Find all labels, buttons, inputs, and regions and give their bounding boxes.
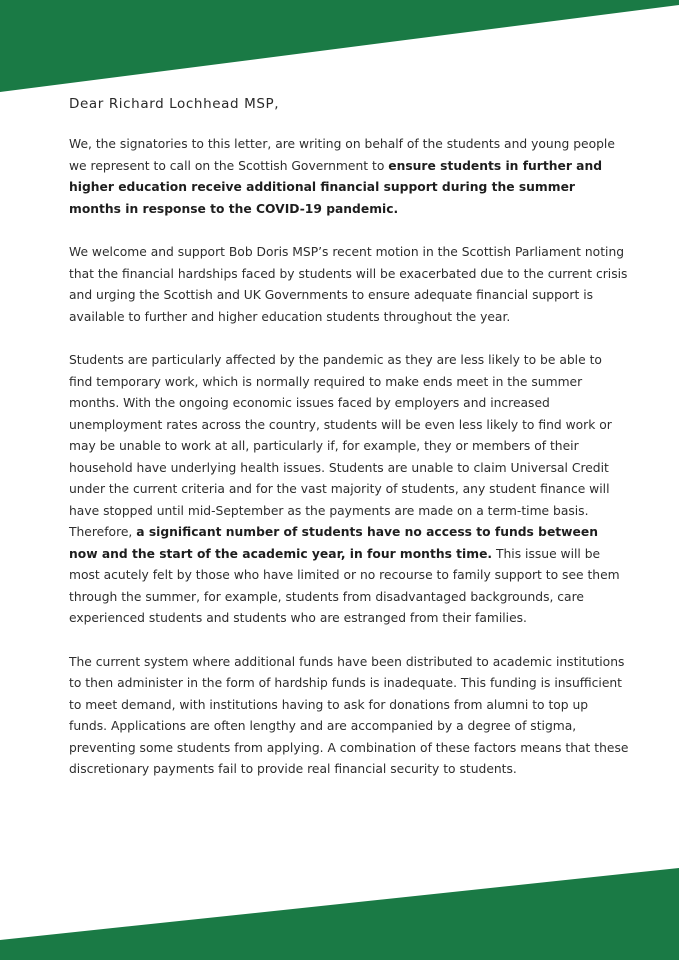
paragraph-text: Students are particularly affected by the pandemic as they are less likely to be able to find temporary work, which is normally required to make ends meet in the summer months. With the ongoing economic issues faced by employers and increased unemployment rates across the country, students will be even less likely to find work or may be unable to work at all, particularly if, for example, they or members of their household have underlying health issues. Students are unable to claim Universal Credit under the current criteria and for the vast majority of students, any student finance will have stopped until mid-September as the payments are made on a term-time basis. Therefore,	[69, 353, 612, 539]
paragraph-1	[69, 134, 629, 220]
paragraph-text: This issue will be most acutely felt by those who have limited or no recourse to family support to see them through the summer, for example, students from disadvantaged backgrounds, care experienced students and students who are estranged from their families.	[69, 546, 620, 625]
paragraph-4	[69, 652, 629, 781]
paragraph-3	[69, 350, 629, 630]
letter-body	[69, 94, 629, 803]
paragraph-emphasis: a significant number of students have no access to funds between now and the start of the academic year, in four months time.	[69, 525, 598, 561]
paragraph-2	[69, 242, 629, 328]
bottom-green-band	[0, 868, 679, 960]
paragraph-emphasis: ensure students in further and higher education receive additional financial support during the summer months in response to the COVID-19 pandemic.	[69, 158, 603, 216]
paragraph-text: The current system where additional funds have been distributed to academic institutions to then administer in the form of hardship funds is inadequate. This funding is insufficient to meet demand, with institutions having to ask for donations from alumni to top up funds. Applications are often lengthy and are accompanied by a degree of stigma, preventing some students from applying. A combination of these factors means that these discretionary payments fail to provide real financial security to students.	[69, 654, 629, 776]
top-green-band	[0, 0, 679, 92]
paragraph-text: We, the signatories to this letter, are writing on behalf of the students and young people we represent to call on the Scottish Government to	[69, 137, 615, 173]
salutation: Dear Richard Lochhead MSP,	[69, 96, 280, 112]
paragraph-text: We welcome and support Bob Doris MSP’s recent motion in the Scottish Parliament noting that the financial hardships faced by students will be exacerbated due to the current crisis and urging the Scottish and UK Governments to ensure adequate financial support is available to further and higher education students throughout the year.	[69, 245, 628, 324]
